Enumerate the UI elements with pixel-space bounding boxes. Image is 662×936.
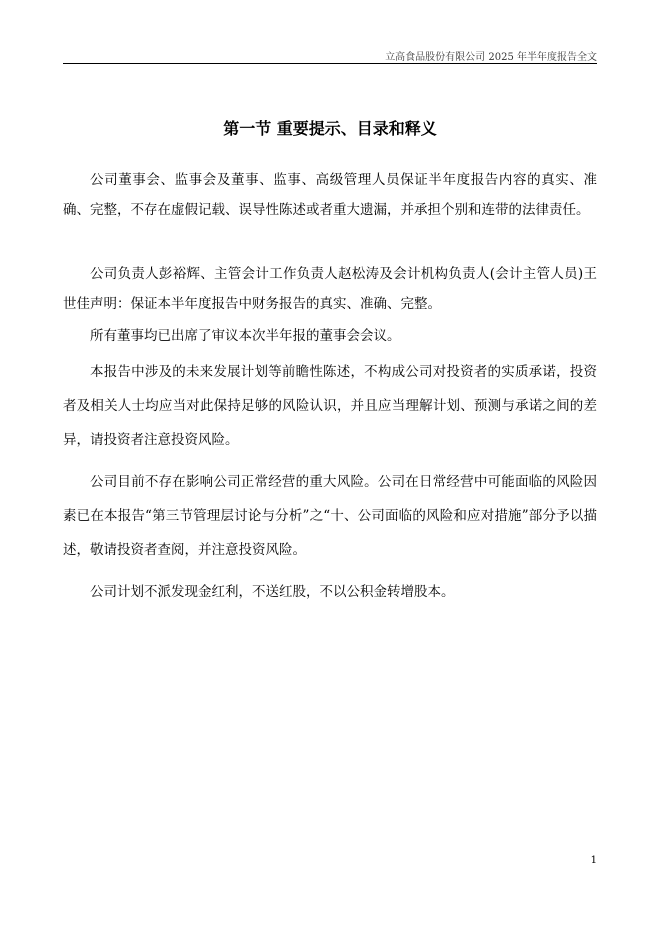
paragraph-board-guarantee: 公司董事会、监事会及董事、监事、高级管理人员保证半年度报告内容的真实、准确、完整，不存在虚假记载、误导性陈述或者重大遗漏，并承担个别和连带的法律责任。 bbox=[63, 172, 597, 218]
page-number: 1 bbox=[590, 855, 597, 866]
paragraph-responsible-persons: 公司负责人彭裕辉、主管会计工作负责人赵松涛及会计机构负责人(会计主管人员)王世佳声明：保证本半年度报告中财务报告的真实、准确、完整。 bbox=[63, 266, 597, 312]
header-divider bbox=[63, 63, 597, 64]
paragraph-forward-looking: 本报告中涉及的未来发展计划等前瞻性陈述，不构成公司对投资者的实质承诺，投资者及相关人士均应当对此保持足够的风险认识，并且应当理解计划、预测与承诺之间的差异，请投资者注意投资风险。 bbox=[63, 364, 597, 448]
running-header: 立高食品股份有限公司 2025 年半年度报告全文 bbox=[385, 52, 597, 63]
paragraph-risk-factors: 公司目前不存在影响公司正常经营的重大风险。公司在日常经营中可能面临的风险因素已在本报告“第三节管理层讨论与分析”之“十、公司面临的风险和应对措施”部分予以描述，敬请投资者查阅，并注意投资风险。 bbox=[63, 474, 597, 558]
section-title: 第一节 重要提示、目录和释义 bbox=[223, 119, 437, 138]
paragraph-board-attendance: 所有董事均已出席了审议本次半年报的董事会会议。 bbox=[90, 328, 401, 344]
paragraph-dividend-plan: 公司计划不派发现金红利，不送红股，不以公积金转增股本。 bbox=[90, 584, 455, 600]
